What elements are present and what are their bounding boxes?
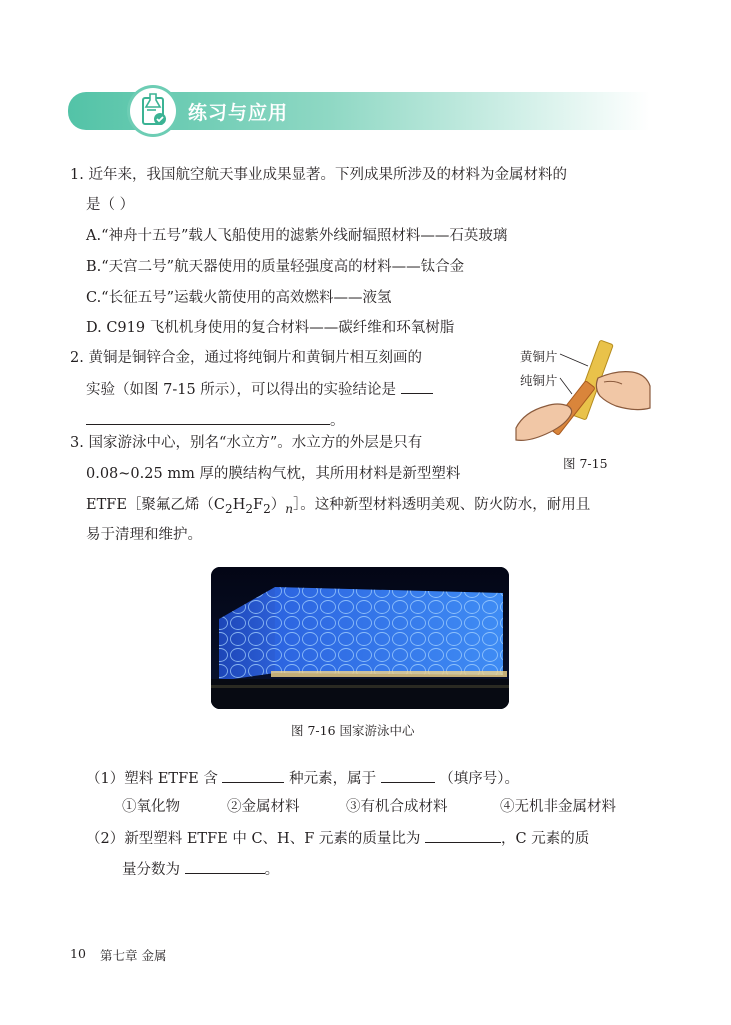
sub1-choice-3: ③有机合成材料 (346, 799, 448, 815)
water-cube-photo (211, 567, 509, 709)
q2-stem-line2 (86, 379, 433, 400)
sub1-text-pre: （1）塑料 ETFE 含 (86, 771, 218, 787)
formula-close: ） (270, 497, 286, 513)
sub2-text-post: ，C 元素的质 (500, 831, 590, 847)
formula-f: F (253, 497, 264, 513)
q3-stem-line2: 0.08~0.25 mm 厚的膜结构气枕，其所用材料是新型塑料 (86, 466, 461, 482)
q2-answer-blank-2[interactable] (86, 410, 330, 425)
sub2-text-pre: （2）新型塑料 ETFE 中 C、H、F 元素的质量比为 (86, 831, 421, 847)
q3-stem-line4: 易于清理和维护。 (86, 527, 202, 543)
figure-7-15-caption: 图 7-15 (563, 456, 608, 471)
sub2-line2-end: 。 (264, 862, 280, 878)
sub1-line1 (86, 768, 519, 789)
sub1-element-count-blank[interactable] (222, 768, 284, 783)
section-badge (130, 88, 176, 134)
q1-option-b: B.“天宫二号”航天器使用的质量轻强度高的材料——钛合金 (86, 259, 465, 275)
formula-subscript: 2 (245, 501, 254, 516)
flask-check-icon (130, 88, 176, 134)
q1-option-d: D. C919 飞机机身使用的复合材料——碳纤维和环氧树脂 (86, 320, 455, 336)
q1-stem-line1: 1. 近年来，我国航空航天事业成果显著。下列成果所涉及的材料为金属材料的 (70, 167, 567, 183)
q3-stem-line3-rest: ］。这种新型材料透明美观、防火防水，耐用且 (293, 497, 591, 513)
formula-subscript-n: n (285, 501, 294, 516)
sub2-line2 (122, 859, 279, 880)
section-title: 练习与应用 (188, 102, 289, 124)
q2-answer-blank-1[interactable] (401, 379, 433, 394)
sub1-choice-4: ④无机非金属材料 (500, 799, 616, 815)
q2-stem-line3 (86, 410, 345, 431)
q1-stem-line2: 是（ ） (86, 197, 135, 213)
chapter-title: 第七章 金属 (100, 948, 167, 963)
sub2-mass-fraction-blank[interactable] (185, 859, 265, 874)
page-number: 10 (70, 946, 86, 961)
q3-stem-line1: 3. 国家游泳中心，别名“水立方”。水立方的外层是只有 (70, 435, 423, 451)
q2-stem-line1: 2. 黄铜是铜锌合金，通过将纯铜片和黄铜片相互刻画的 (70, 350, 422, 366)
sub1-category-blank[interactable] (381, 768, 435, 783)
sub2-line2-text: 量分数为 (122, 862, 180, 878)
figure-7-16-caption: 图 7-16 国家游泳中心 (291, 723, 415, 738)
q1-option-a: A.“神舟十五号”载人飞船使用的滤紫外线耐辐照材料——石英玻璃 (86, 228, 508, 244)
q1-option-c: C.“长征五号”运载火箭使用的高效燃料——液氢 (86, 290, 392, 306)
q2-stem-text: 实验（如图 7-15 所示），可以得出的实验结论是 (86, 382, 397, 398)
sub1-choice-1: ①氧化物 (122, 799, 180, 815)
formula-subscript: 2 (225, 501, 233, 516)
sub1-text-mid: 种元素，属于 (289, 771, 377, 787)
formula-subscript: 2 (263, 501, 271, 516)
q2-end: 。 (330, 413, 345, 429)
q3-formula-prefix: ETFE［聚氟乙烯（C (86, 497, 225, 513)
sub1-choice-2: ②金属材料 (227, 799, 300, 815)
sub2-mass-ratio-blank[interactable] (425, 828, 501, 843)
sub2-line1 (86, 828, 589, 849)
label-brass-strip: 黄铜片 (520, 349, 558, 364)
q3-stem-line3 (86, 495, 590, 519)
sub1-text-post: （填序号）。 (439, 771, 520, 787)
formula-h: H (232, 497, 246, 513)
label-copper-strip: 纯铜片 (520, 373, 558, 388)
